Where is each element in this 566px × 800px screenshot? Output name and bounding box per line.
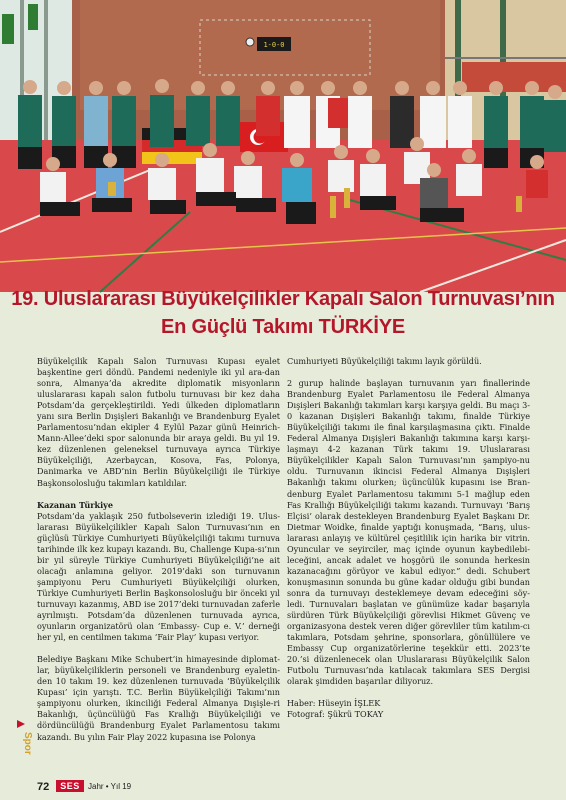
credit-news: Haber: Hüseyin İŞLEK — [287, 698, 381, 709]
section-arrow-icon — [17, 720, 25, 728]
article-left-column — [37, 356, 280, 743]
issue-label: Jahr • Yıl 19 — [88, 782, 132, 791]
paragraph: Cumhuriyeti Büyükelçiliği takımı layık görüldü. — [287, 356, 482, 366]
subheading: Kazanan Türkiye — [37, 499, 114, 510]
paragraph: Potsdam’da yaklaşık 250 futbolseverin izlediği 19. Ulus-lararası Büyükelçilikler Kapalı Salon Turnuvası’nın en güçlüsü Türkiye Cumhuriyeti Büyükelçiliği takımı turnuva tarihinde ilk kez kupayı kazandı. Bu, Challenge Kupa-sı’nın bir yıl süreyle Türkiye Cumhuriyeti Büyükelçiliği’ne ait olacağı anlamına geliyor. 2019’daki son turnuvanın şampiyonu Peru Cumhuriyeti Büyükelçiliği olurken, Türkiye Cumhuriyeti Berlin Başkonsolosluğu bir önceki yıl turnuvayı kazanmış, ABD ise 2017’deki turnuvadan zaferle ayrılmıştı. Potsdam’da düzenlenen turnuvada ayrıca, oyunların organizatörü olan ‘Embassy- Cup e. V.’ derneği her yıl, en centilmen takıma ‘Fair Play’ kupası veriyor. — [37, 510, 280, 643]
upper-wall — [80, 0, 440, 110]
team-photo-illustration — [0, 0, 566, 292]
article-right-column — [287, 356, 530, 720]
scoreboard-text: 1-0-0 — [263, 41, 285, 49]
paragraph: Büyükelçilik Kapalı Salon Turnuvası Kupası eyalet başkentine geri döndü. Pandemi nedeniyle iki yıl ara-dan sonra, Almanya’da akredite diplomatik misyonların uluslararası kapalı salon futbolu turnuvası bir kez daha Potsdam’da gerçekleştirildi. Yedi ülkeden diplomatların yanı sıra Berlin Dışişleri Bakanlığı ve Brandenburg Eyalet Parlamentosu’ndan ekipler 4 Eylül Pazar günü Heinrich-Mann-Allee’deki spor salonunda bir araya geldi. Bu yıl 19. kez düzenlenen geleneksel turnuvaya ayrıca Türkiye Büyükelçiliği, Azerbaycan, Kosova, Fas, Polonya, Danimarka ve ABD’nin Berlin Büyükelçiliği ile Türkiye Başkonsolosluğu takımları katıldılar. — [37, 356, 280, 488]
magazine-logo: SES — [56, 780, 84, 792]
credit-photo: Fotograf: Şükrü TOKAY — [287, 709, 384, 720]
article-title-line2: En Güçlü Takımı TÜRKİYE — [161, 316, 405, 338]
page-number: 72 — [37, 781, 50, 793]
section-label-text: Spor — [22, 732, 33, 755]
section-label-spor — [14, 718, 33, 762]
team-photo — [0, 0, 566, 292]
paragraph: Belediye Başkanı Mike Schubert’in himayesinde diplomat-lar, büyükelçiliklerin personeli ve Brandenburg eyaletin-den 10 takım 19. kez düzenlenen turnuvada ‘Büyükelçilik Kupası’ için yarıştı. T.C. Berlin Büyükelçiliği Takımı’nın şampiyonu olurken, ikinciliği Federal Almanya Dışişle-ri Bakanlığı, üçüncülüğü Fas Krallığı Büyükelçiliği ve dördüncülüğü Brandenburg Eyalet Parlamentosu takımı kazandı. Bu yılın Fair Play 2022 kupasına ise Polonya — [37, 654, 280, 742]
article-title-line1: 19. Uluslararası Büyükelçilikler Kapalı Salon Turnuvası’nın — [11, 288, 555, 310]
flag-green — [28, 4, 38, 30]
clock-icon — [246, 38, 254, 46]
paragraph: 2 gurup halinde başlayan turnuvanın yarı finallerinde Brandenburg Eyalet Parlamentosu ile Federal Almanya Dışişleri Bakanlığı takımları karşı karşıya geldi. Bu maçı 3-0 kazanan Dışişleri Bakanlığı takımı, finalde Türkiye Büyükelçiliği takımı ile final karşılaşmasına çıktı. Finalde Federal Almanya Dışişleri Bakanlığı takımına karşı karşı-laşmayı 4-2 kazanan Türk takımı 19. Uluslararası Büyükelçilikler Kapalı Salon Turnuvası’nın şampiyo-nu oldu. Turnuvanın ikincisi Federal Almanya Dışişleri Bakanlığı takımı olurken; üçüncülük kupasını ise Bran-denburg Eyalet Parlamentosu takımını 5-1 mağlup eden Fas Krallığı Büyükelçiliği takımı kazandı. Turnuvayı ‘Barış Elçisi’ olarak destekleyen Brandenburg Eyalet Başkanı Dr. Dietmar Woidke, finalde yaptığı konuşmada, “Barış, ulus-lararası anlayış ve kültürel çeşitlilik için harika bir vitrin. Oyuncular ve seyirciler, maç içinde oyunun kaybedilebi-leceğini, ancak adalet ve hoşgörü ile sonunda herkesin kazanacağını görüyor ve kabul ediyor.” dedi. Schubert konuşmasının sonunda bu güne kadar olduğu gibi bundan sonra da turnuvayı desteklemeye devam edeceğini söy-ledi. Turnuvaları başlatan ve günümüze kadar başarıyla sürdüren Türk Büyükelçiliği görevlisi Hikmet Güvenç ve organizasyona destek veren diğer görevliler tüm katılım-cı takımlara, Potsdam şehrine, sponsorlara, gönüllülere ve Embassy Cup organizatörlerine teşekkür etti. 2023’te 20.’si düzenlenecek olan Uluslararası Büyükelçilik Salon Futbolu Turnuvası’nda katılacak takımlara SES Dergisi olarak şimdiden başarılar diliyoruz. — [287, 378, 530, 687]
